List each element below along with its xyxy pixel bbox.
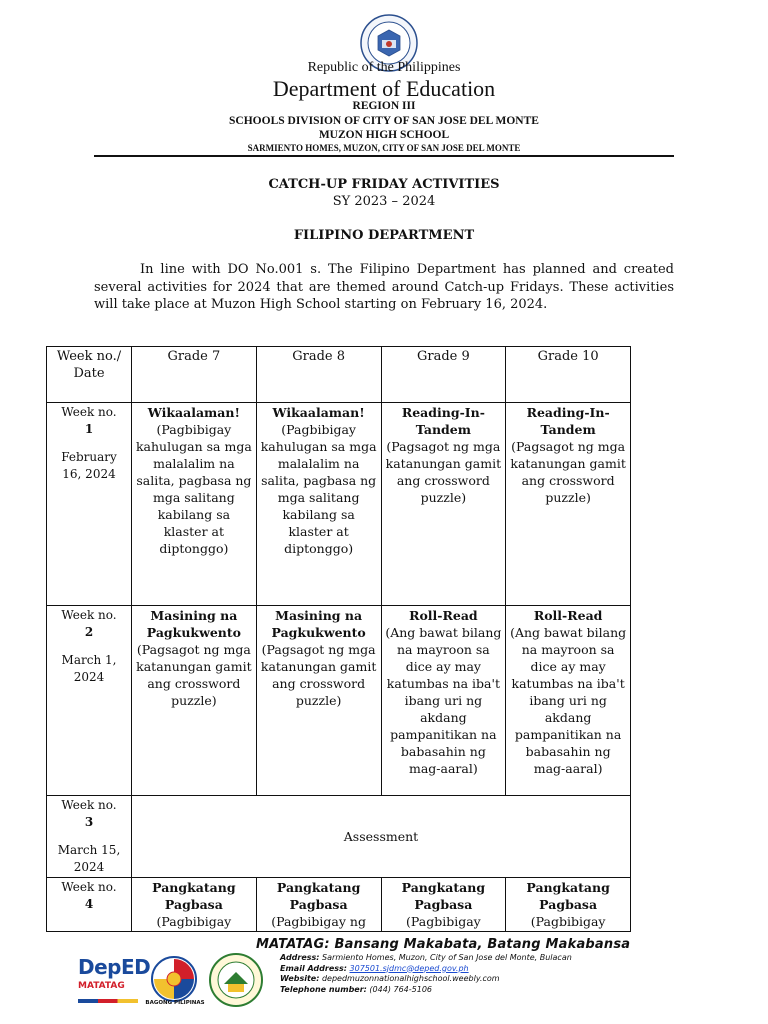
week-cell — [47, 878, 132, 932]
activity-cell — [256, 878, 381, 932]
activity-description: (Ang bawat bilang na mayroon sa dice ay may katumbas na iba't ibang uri ng akdang pampanitikan na babasahin ng mag-aaral) — [510, 625, 627, 776]
activity-description: (Pagsagot ng mga katanungan gamit ang crossword puzzle) — [136, 642, 252, 708]
header-division: SCHOOLS DIVISION OF CITY OF SAN JOSE DEL MONTE — [229, 115, 539, 127]
week-date: March 15, 2024 — [57, 843, 121, 874]
header-week: Week no./ Date — [47, 347, 132, 403]
contact-block — [280, 953, 572, 995]
activity-description: (Pagbibigay — [530, 914, 606, 929]
email-label: Email Address: — [280, 963, 347, 973]
week-number: 4 — [84, 897, 94, 911]
activity-title: Roll-Read — [533, 608, 603, 623]
activity-cell — [381, 403, 506, 606]
intro-paragraph: In line with DO No.001 s. The Filipino Department has planned and created several activities for 2024 that are themed around Catch-up Fridays. These activities will take place at Muzon High School starting on February 16, 2024. — [94, 262, 674, 312]
table-row — [47, 606, 631, 796]
activity-cell — [381, 878, 506, 932]
activity-title: Reading-In-Tandem — [401, 405, 485, 437]
header-grade-10: Grade 10 — [506, 347, 631, 403]
table-row — [47, 796, 631, 878]
week-cell — [47, 606, 132, 796]
activity-title: Masining na Pagkukwento — [146, 608, 241, 640]
activity-title: Pangkatang Pagbasa — [276, 880, 361, 912]
activity-cell — [256, 606, 381, 796]
schedule-table — [46, 346, 631, 932]
activity-description: (Pagsagot ng mga katanungan gamit ang crossword puzzle) — [385, 439, 502, 505]
activity-cell — [381, 606, 506, 796]
header-grade-9: Grade 9 — [381, 347, 506, 403]
bagong-pilipinas-label: BAGONG PILIPINAS — [145, 1000, 205, 1006]
school-year: SY 2023 – 2024 — [332, 194, 436, 209]
header-region: REGION III — [352, 100, 416, 112]
week-label: Week no. — [61, 405, 117, 419]
week-number: 2 — [84, 625, 94, 639]
header-grade-8: Grade 8 — [256, 347, 381, 403]
document-title: CATCH-UP FRIDAY ACTIVITIES — [268, 177, 500, 192]
header-republic: Republic of the Philippines — [307, 60, 461, 75]
activity-cell — [256, 403, 381, 606]
assessment-cell: Assessment — [132, 796, 631, 878]
header-department: Department of Education — [272, 76, 496, 101]
week-number: 3 — [84, 815, 94, 829]
activity-title: Pangkatang Pagbasa — [401, 880, 486, 912]
department-title: FILIPINO DEPARTMENT — [293, 228, 475, 243]
logo-color-bars — [78, 999, 138, 1003]
activity-description: (Pagbibigay kahulugan sa mga malalalim na salita, pagbasa ng mga salitang kabilang sa klaster at diptonggo) — [260, 422, 377, 556]
week-cell — [47, 796, 132, 878]
activity-description: (Pagsagot ng mga katanungan gamit ang crossword puzzle) — [260, 642, 377, 708]
address-label: Address: — [280, 953, 320, 962]
activity-title: Roll-Read — [409, 608, 478, 623]
week-number: 1 — [84, 422, 94, 436]
week-cell — [47, 403, 132, 606]
activity-title: Pangkatang Pagbasa — [526, 880, 610, 912]
activity-description: (Pagbibigay — [406, 914, 481, 929]
email-link[interactable]: 307501.sjdmc@deped.gov.ph — [349, 963, 469, 973]
website-value[interactable]: depedmuzonnationalhighschool.weebly.com — [321, 974, 500, 983]
activity-description: (Pagbibigay kahulugan sa mga malalalim na salita, pagbasa ng mga salitang kabilang sa klaster at diptonggo) — [135, 422, 252, 556]
website-label: Website: — [280, 974, 320, 983]
phone-label: Telephone number: — [280, 984, 367, 994]
activity-cell — [506, 878, 631, 932]
footer-motto: MATATAG: Bansang Makabata, Batang Makabansa — [256, 937, 631, 952]
activity-title: Pangkatang Pagbasa — [152, 880, 236, 912]
activity-description: (Ang bawat bilang na mayroon sa dice ay may katumbas na iba't ibang uri ng akdang pampanitikan na babasahin ng mag-aaral) — [385, 625, 502, 776]
school-logo-icon — [206, 952, 266, 1008]
activity-cell — [132, 606, 257, 796]
week-label: Week no. — [61, 880, 117, 894]
week-label: Week no. — [61, 608, 117, 622]
activity-title: Reading-In-Tandem — [526, 405, 610, 437]
activity-cell — [506, 606, 631, 796]
table-row — [47, 403, 631, 606]
activity-title: Masining na Pagkukwento — [271, 608, 366, 640]
week-label: Week no. — [61, 798, 117, 812]
activity-cell — [132, 403, 257, 606]
header-school: MUZON HIGH SCHOOL — [318, 129, 450, 141]
phone-value: (044) 764-5106 — [369, 984, 432, 994]
activity-title: Wikaalaman! — [147, 405, 240, 420]
activity-title: Wikaalaman! — [272, 405, 365, 420]
week-date: March 1, 2024 — [61, 653, 117, 684]
matatag-logo-text: MATATAG — [78, 981, 125, 991]
address-value: Sarmiento Homes, Muzon, City of San Jose del Monte, Bulacan — [322, 953, 572, 962]
activity-description: (Pagbibigay — [156, 914, 232, 929]
week-date: February 16, 2024 — [61, 450, 117, 481]
header-address: SARMIENTO HOMES, MUZON, CITY OF SAN JOSE DEL MONTE — [247, 143, 521, 153]
header-grade-7: Grade 7 — [132, 347, 257, 403]
table-row — [47, 878, 631, 932]
deped-logo-text: DepED — [78, 955, 151, 979]
deped-matatag-logo — [78, 955, 151, 1005]
activity-cell — [506, 403, 631, 606]
header-divider — [94, 155, 674, 157]
activity-description: (Pagsagot ng mga katanungan gamit ang crossword puzzle) — [510, 439, 626, 505]
table-header-row — [47, 347, 631, 403]
activity-cell — [132, 878, 257, 932]
activity-description: (Pagbibigay ng — [271, 914, 366, 929]
